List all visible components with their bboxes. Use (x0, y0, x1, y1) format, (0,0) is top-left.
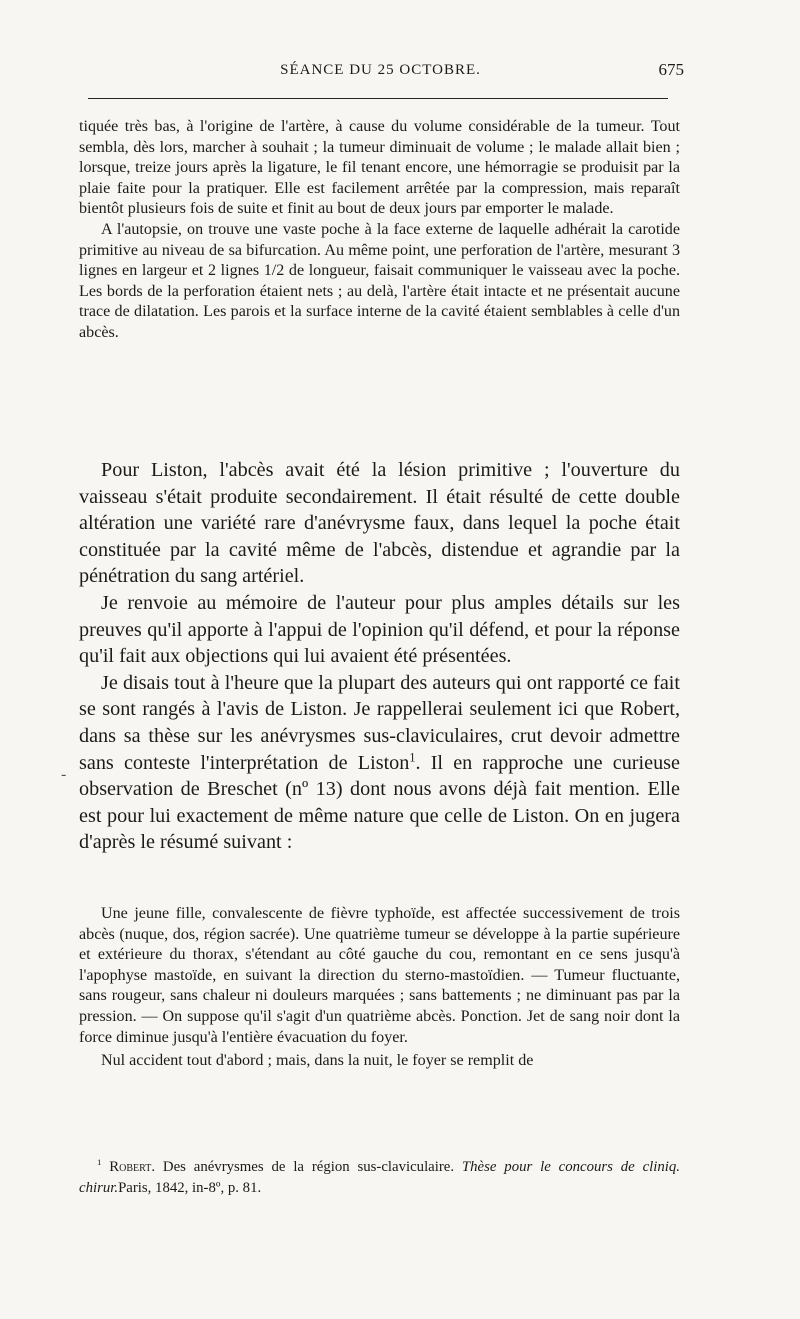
paragraph-text: Je disais tout à l'heure que la plupart des auteurs qui ont rapporté ce fait se sont rangés à l'avis de Liston. Je rappellerai seulement ici que Robert, dans sa thèse sur les anévrysmes sus-claviculaires, crut devoir admettre sans conteste l'interprétation de Liston (79, 671, 680, 774)
footnote (79, 1157, 680, 1199)
footnote-title: Thèse pour le concours de cliniq. chirur. (79, 1159, 680, 1196)
footnote-text: Paris, 1842, in-8º, p. 81. (118, 1180, 262, 1196)
page-number: 675 (658, 60, 684, 79)
footnote-ref: 1 (409, 749, 416, 764)
margin-mark: - (61, 766, 67, 783)
main-text (79, 457, 680, 856)
footnote-text: Des anévrysmes de la région sus-claviculaire. (155, 1159, 462, 1175)
paragraph: Une jeune fille, convalescente de fièvre typhoïde, est affectée successivement de trois abcès (nuque, dos, région sacrée). Une quatrième tumeur se développe à la partie supérieure et extérieure du thorax, s'étendant au côté gauche du cou, remontant en ce sens jusqu'à l'apophyse mastoïde, en suivant la direction du sterno-mastoïdien. — Tumeur fluctuante, sans rougeur, sans chaleur ni douleurs marquées ; sans battements ; ne diminuant pas par la pression. — On suppose qu'il s'agit d'un quatrième abcès. Ponction. Jet de sang noir dont la force diminue jusqu'à l'entière évacuation du foyer. (79, 905, 680, 1046)
paragraph: Nul accident tout d'abord ; mais, dans la nuit, le foyer se remplit de (101, 1052, 534, 1070)
paragraph: A l'autopsie, on trouve une vaste poche à la face externe de laquelle adhérait la carotide primitive au niveau de sa bifurcation. Au même point, une perforation de l'artère, mesurant 3 lignes en largeur et 2 lignes 1/2 de longueur, faisait communiquer le vaisseau avec la poche. Les bords de la perforation étaient nets ; au delà, l'artère était intacte et ne présentait aucune trace de dilatation. Les parois et la surface interne de la cavité étaient semblables à celle d'un abcès. (79, 220, 680, 341)
paragraph: Je renvoie au mémoire de l'auteur pour plus amples détails sur les preuves qu'il apporte à l'appui de l'opinion qu'il défend, et pour la réponse qu'il fait aux objections qui lui avaient été présentées. (79, 591, 680, 668)
quoted-observation-continued (79, 117, 680, 344)
running-title: SÉANCE DU 25 OCTOBRE. (280, 62, 481, 78)
paragraph-text: . Il en rapproche une curieuse observation de Breschet (nº 13) dont nous avons déjà fait mention. Elle est pour lui exactement de même nature que celle de Liston. On en jugera d'après le résumé suivant : (79, 751, 680, 854)
paragraph: Pour Liston, l'abcès avait été la lésion primitive ; l'ouverture du vaisseau s'était produite secondairement. Il était résulté de cette double altération une variété rare d'anévrysme faux, dans lequel la poche était constituée par la cavité même de l'abcès, distendue et agrandie par la pénétration du sang artériel. (79, 459, 680, 588)
case-summary (79, 904, 680, 1072)
header-rule (88, 98, 668, 99)
page-header (79, 60, 682, 90)
footnote-author: Robert. (109, 1159, 156, 1175)
paragraph (79, 670, 680, 856)
paragraph: tiquée très bas, à l'origine de l'artère, à cause du volume considérable de la tumeur. Tout sembla, dès lors, marcher à souhait ; la tumeur diminuait de volume ; le malade allait bien ; lorsque, treize jours après la ligature, le fil tenant encore, une hémorragie se produisit par la plaie faite pour la pratiquer. Elle est facilement arrêtée par la compression, mais reparaît bientôt plusieurs fois de suite et finit au bout de deux jours par emporter le malade. (79, 118, 680, 218)
footnote-marker: 1 (97, 1157, 102, 1168)
